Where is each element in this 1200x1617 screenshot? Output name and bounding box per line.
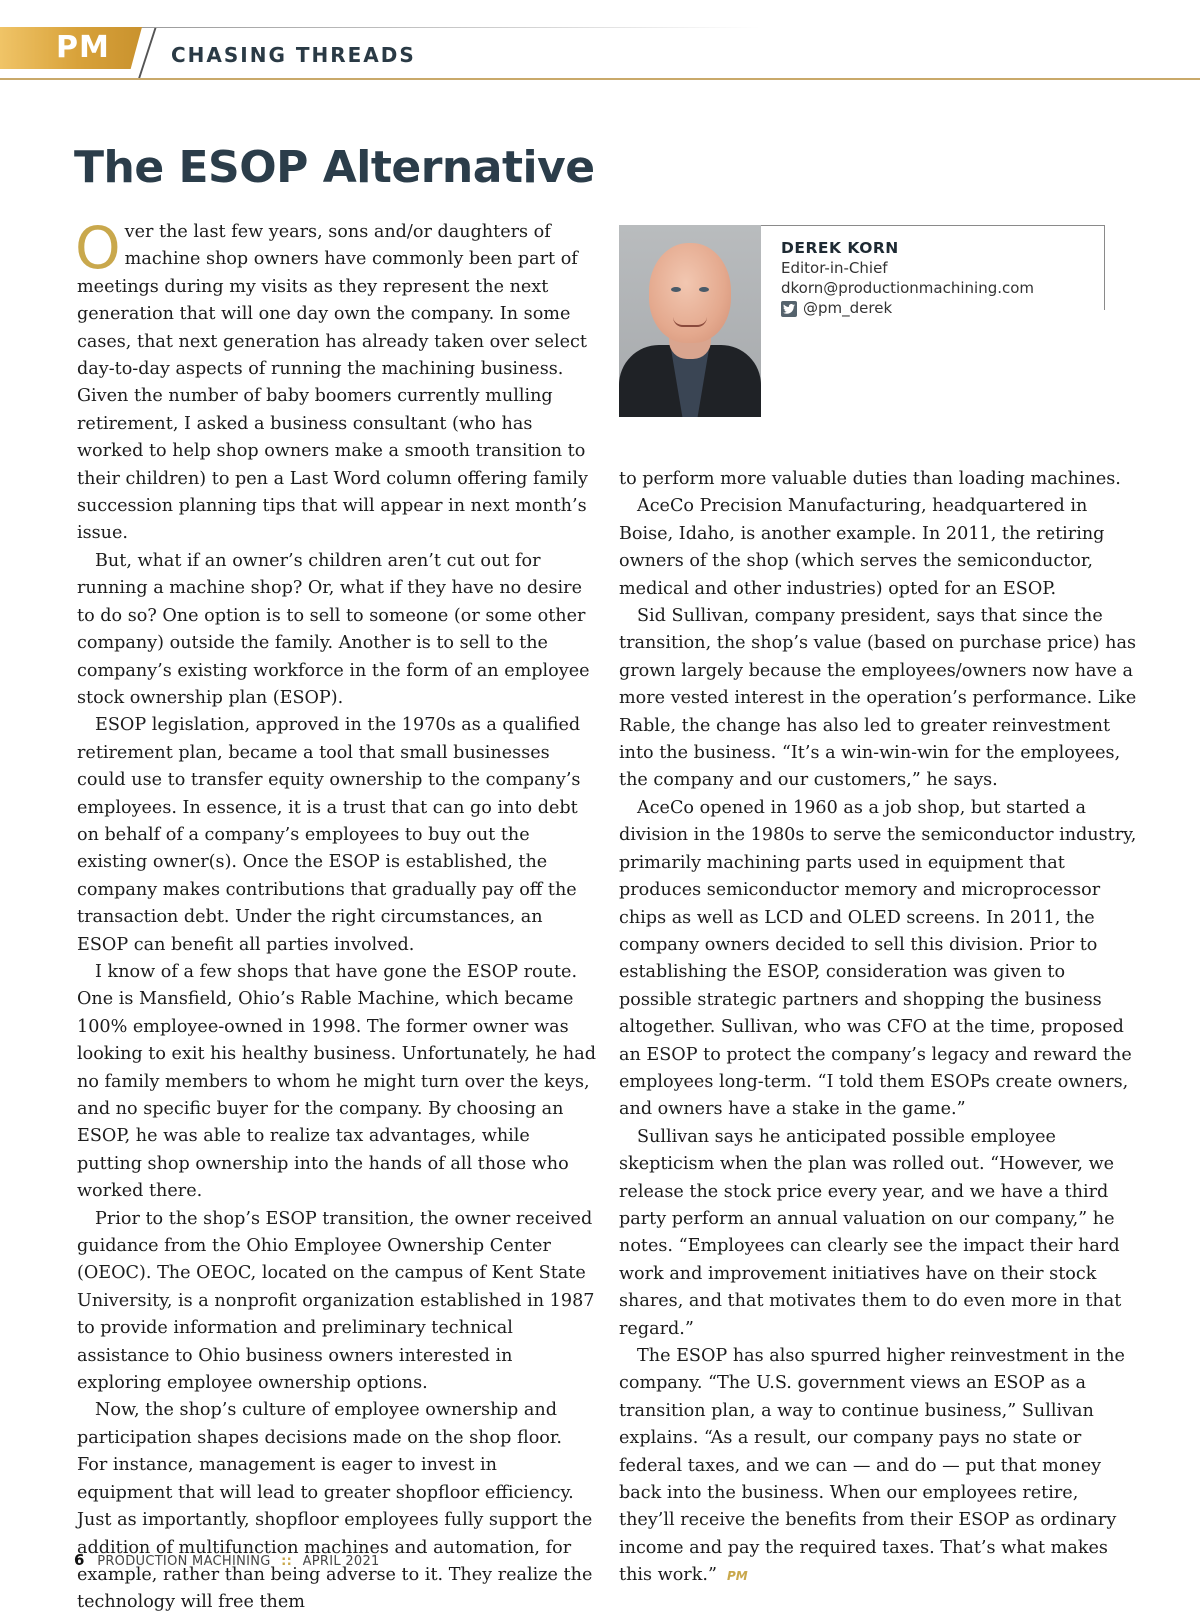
article-paragraph: Sullivan says he anticipated possible employee skepticism when the plan was rolled out. “However, we release the stock price every year, and we have a third party perform an annual valuation on our company,” he notes. “Employees can clearly see the impact their hard work and improvement initiatives have on their stock shares, and that motivates them to do even more in that regard.” — [619, 1126, 1122, 1339]
article-paragraph: Sid Sullivan, company president, says that since the transition, the shop’s value (based on purchase price) has grown largely because the employees/owners now have a more vested interest in the operation’s performance. Like Rable, the change has also led to greater reinvestment into the business. “It’s a win-win-win for the employees, the company and our customers,” he says. — [619, 606, 1137, 791]
article-paragraph: I know of a few shops that have gone the ESOP route. One is Mansfield, Ohio’s Rable Machine, which became 100% employee-owned in 1998. The former owner was looking to exit his healthy business. Unfortunately, he had no family members to whom he might turn over the keys, and no specific buyer for the company. By choosing an ESOP, he was able to realize tax advantages, while putting shop ownership into the hands of all those who worked there. — [77, 961, 596, 1202]
author-box — [619, 225, 1105, 417]
twitter-icon — [781, 301, 797, 317]
end-mark-icon: PM — [726, 1569, 748, 1584]
article-column-left — [75, 214, 597, 1617]
author-role: Editor-in-Chief — [781, 259, 888, 277]
publication-name: PRODUCTION MACHINING — [97, 1554, 271, 1569]
page-number: 6 — [74, 1551, 85, 1569]
article-title: The ESOP Alternative — [74, 142, 595, 193]
page-header — [0, 0, 1200, 82]
author-photo — [619, 225, 761, 417]
header-bottom-rule — [0, 78, 1200, 80]
author-name: DEREK KORN — [781, 239, 899, 257]
article-paragraph: The ESOP has also spurred higher reinvestment in the company. “The U.S. government views an ESOP as a transition plan, a way to continue business,” Sullivan explains. “As a result, our company pays no state or federal taxes, and we can — and do — put that money back into the business. When our employees retire, they’ll receive the benefits from their ESOP as ordinary income and pay the required taxes. That’s what makes this work.” PM — [619, 1346, 1125, 1586]
article-paragraph: AceCo Precision Manufacturing, headquartered in Boise, Idaho, is another example. In 2011, the retiring owners of the shop (which serves the semiconductor, medical and other industries) opted for an ESOP. — [619, 496, 1105, 599]
article-paragraph: Now, the shop’s culture of employee ownership and participation shapes decisions made on the shop floor. For instance, management is eager to invest in equipment that will lead to greater shopfloor efficiency. Just as importantly, shopfloor employees fully support the addition of multifunction machines and automation, for example, rather than being adverse to it. They realize the technology will free them — [77, 1400, 593, 1613]
author-twitter-handle[interactable]: @pm_derek — [803, 299, 893, 317]
issue-date: APRIL 2021 — [302, 1554, 380, 1569]
article-paragraph: But, what if an owner’s children aren’t cut out for running a machine shop? Or, what if they have no desire to do so? One option is to sell to someone (or some other company) outside the family. Another is to sell to the company’s existing workforce in the form of an employee stock ownership plan (ESOP). — [77, 550, 590, 708]
article-paragraph: Over the last few years, sons and/or daughters of machine shop owners have commonly been part of meetings during my visits as they represent the next generation that will one day own the company. In some cases, that next generation has already taken over select day-to-day aspects of running the machining business. Given the number of baby boomers currently mulling retirement, I asked a business consultant (who has worked to help shop owners make a smooth transition to their children) to pen a Last Word column offering family succession planning tips that will appear in next month’s issue. — [75, 214, 588, 544]
section-title: CHASING THREADS — [171, 43, 416, 67]
article-column-right — [619, 466, 1139, 1591]
article-paragraph: AceCo opened in 1960 as a job shop, but started a division in the 1980s to serve the semiconductor industry, primarily machining parts used in equipment that produces semiconductor memory and microprocessor chips as well as LCD and OLED screens. In 2011, the company owners decided to sell this division. Prior to establishing the ESOP, consideration was given to possible strategic partners and shopping the business altogether. Sullivan, who was CFO at the time, proposed an ESOP to protect the company’s legacy and reward the employees long-term. “I told them ESOPs create owners, and owners have a stake in the game.” — [619, 797, 1137, 1120]
pm-logo: PM — [56, 30, 110, 65]
header-top-rule — [140, 27, 760, 28]
footer-separator: :: — [281, 1554, 293, 1569]
drop-cap: O — [75, 214, 121, 282]
article-paragraph: to perform more valuable duties than loading machines. — [619, 469, 1121, 489]
author-email-link[interactable]: dkorn@productionmachining.com — [781, 279, 1035, 297]
article-paragraph: Prior to the shop’s ESOP transition, the owner received guidance from the Ohio Employee Ownership Center (OEOC). The OEOC, located on the campus of Kent State University, is a nonprofit organization established in 1987 to provide information and preliminary technical assistance to Ohio business owners interested in exploring employee ownership options. — [77, 1208, 595, 1394]
article-paragraph: ESOP legislation, approved in the 1970s as a qualified retirement plan, became a tool that small businesses could use to transfer equity ownership to the company’s employees. In essence, it is a trust that can go into debt on behalf of a company’s employees to buy out the existing owner(s). Once the ESOP is established, the company makes contributions that gradually pay off the transaction debt. Under the right circumstances, an ESOP can benefit all parties involved. — [77, 715, 581, 955]
page-footer — [74, 1551, 380, 1569]
header-divider — [138, 28, 157, 80]
